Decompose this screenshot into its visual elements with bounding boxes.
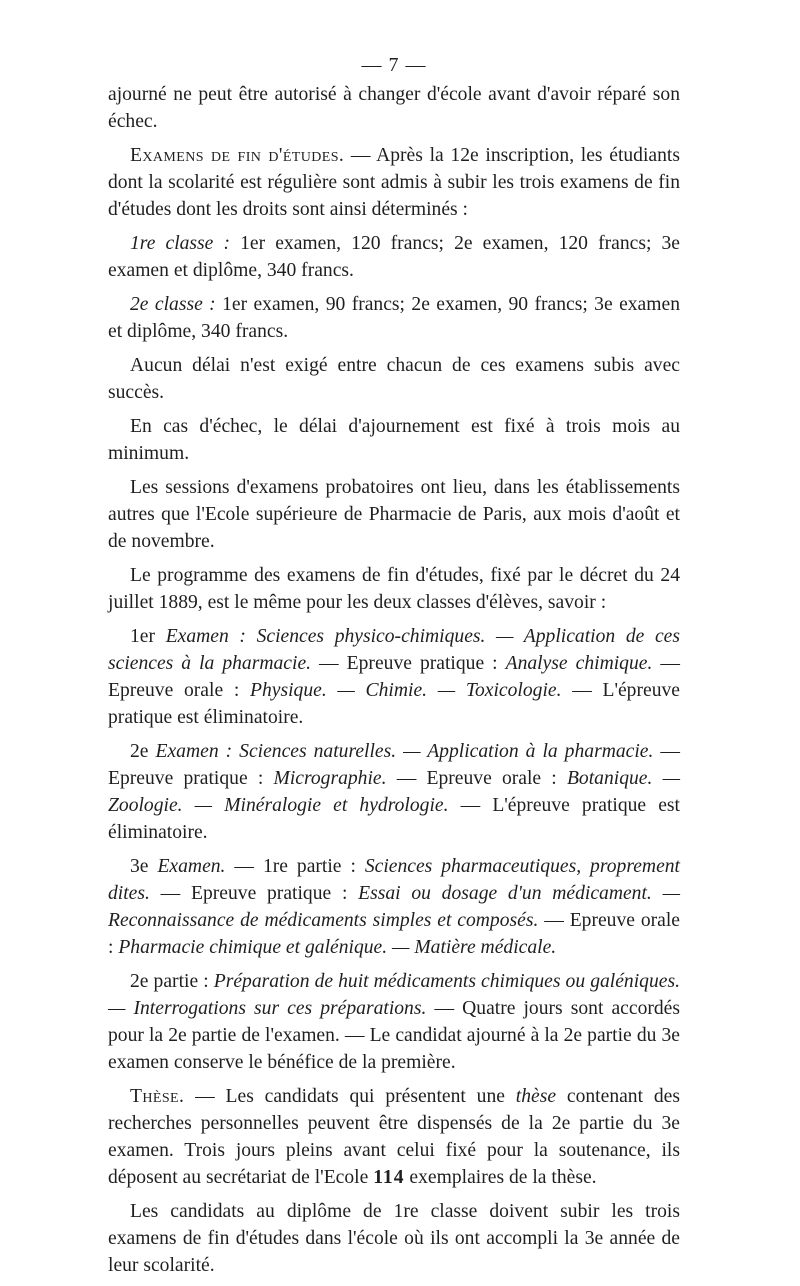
paragraph-programme (108, 562, 680, 616)
exam-title: Examen : Sciences naturelles. — Application à la pharmacie. (155, 741, 654, 762)
copies-count: 114 (373, 1167, 405, 1188)
exam-subject: Préparation de huit médicaments chimiques ou galéniques. — Interrogations sur ces préparations. (108, 971, 680, 1019)
exam-title: Examen. (157, 856, 226, 877)
paragraph-text: — Quatre jours sont accordés pour la 2e partie de l'examen. — Le candidat ajourné à la 2e partie du 3e examen conserve le bénéfice de la première. (108, 998, 681, 1073)
paragraph-echec (108, 413, 680, 467)
paragraph-sessions (108, 474, 680, 555)
paragraph-text: contenant des recherches personnelles peuvent être dispensés de la 2e partie du 3e examen. Trois jours pleins avant celui fixé pour la soutenance, ils déposent au secrétariat de l'Ecole (108, 1086, 680, 1188)
class-label: 1re classe : (130, 233, 231, 254)
exam-subject: Pharmacie chimique et galénique. — Matière médicale. (118, 937, 557, 958)
emphasis: thèse (515, 1086, 557, 1107)
paragraph-text: Aucun délai n'est exigé entre chacun de ces examens subis avec succès. (108, 355, 680, 403)
paragraph-text: — Epreuve pratique : (108, 741, 680, 789)
exam-number: 2e (130, 741, 149, 762)
exam-subject: Essai ou dosage d'un médicament. — Reconnaissance de médicaments simples et composés. (108, 883, 680, 931)
paragraph-text: 2e partie : (130, 971, 214, 992)
paragraph-premiere-classe (108, 230, 680, 284)
paragraph-deuxieme-examen (108, 738, 680, 846)
paragraph-text: 1er examen, 120 francs; 2e examen, 120 francs; 3e examen et diplôme, 340 francs. (108, 233, 680, 281)
paragraph-candidats-premiere-classe (108, 1198, 680, 1279)
section-heading: Thèse. (130, 1086, 185, 1107)
paragraph-text: — Epreuve pratique : (149, 883, 359, 904)
paragraph-text: exemplaires de la thèse. (404, 1167, 597, 1188)
paragraph-deuxieme-classe (108, 291, 680, 345)
paragraph-these (108, 1083, 680, 1191)
exam-subject: Analyse chimique. (505, 653, 653, 674)
paragraph-text: — L'épreuve pratique est éliminatoire. (108, 680, 680, 728)
paragraph-continuation (108, 81, 680, 135)
paragraph-text: ajourné ne peut être autorisé à changer d'école avant d'avoir réparé son échec. (108, 84, 680, 132)
paragraph-text: — L'épreuve pratique est éliminatoire. (108, 795, 680, 843)
exam-subject: Sciences pharmaceutiques, proprement dites. (108, 856, 681, 904)
paragraph-text: — Après la 12e inscription, les étudiants dont la scolarité est régulière sont admis à subir les trois examens de fin d'études dont les droits sont ainsi déterminés : (108, 145, 680, 220)
paragraph-text: — Epreuve orale : (108, 653, 680, 701)
section-heading: Examens de fin d'études. (130, 145, 345, 166)
paragraph-text: Le programme des examens de fin d'études, fixé par le décret du 24 juillet 1889, est le même pour les deux classes d'élèves, savoir : (108, 565, 680, 613)
paragraph-text: — Les candidats qui présentent une (184, 1086, 516, 1107)
paragraph-text: 1er examen, 90 francs; 2e examen, 90 francs; 3e examen et diplôme, 340 francs. (108, 294, 680, 342)
exam-subject: Micrographie. (273, 768, 387, 789)
exam-number: 1er (130, 626, 156, 647)
paragraph-text: — Epreuve orale : (386, 768, 567, 789)
document-page (108, 52, 680, 1286)
paragraph-premier-examen (108, 623, 680, 731)
paragraph-text: En cas d'échec, le délai d'ajournement est fixé à trois mois au minimum. (108, 416, 680, 464)
paragraph-text: Les candidats au diplôme de 1re classe doivent subir les trois examens de fin d'études dans l'école où ils ont accompli la 3e année de leur scolarité. (108, 1201, 680, 1276)
exam-number: 3e (130, 856, 149, 877)
paragraph-text: — Epreuve orale : (108, 910, 680, 958)
exam-title: Examen : Sciences physico-chimiques. — Application de ces sciences à la pharmacie. (108, 626, 680, 674)
paragraph-delai (108, 352, 680, 406)
paragraph-text: — Epreuve pratique : (311, 653, 506, 674)
paragraph-deuxieme-partie (108, 968, 680, 1076)
paragraph-troisieme-examen (108, 853, 680, 961)
paragraph-text: — 1re partie : (225, 856, 365, 877)
exam-subject: Physique. — Chimie. — Toxicologie. (250, 680, 562, 701)
exam-subject: Botanique. — Zoologie. — Minéralogie et hydrologie. (108, 768, 681, 816)
class-label: 2e classe : (130, 294, 216, 315)
paragraph-examens-fin-etudes (108, 142, 680, 223)
paragraph-text: Les sessions d'examens probatoires ont lieu, dans les établissements autres que l'Ecole supérieure de Pharmacie de Paris, aux mois d'août et de novembre. (108, 477, 680, 552)
page-number: — 7 — (361, 54, 427, 76)
